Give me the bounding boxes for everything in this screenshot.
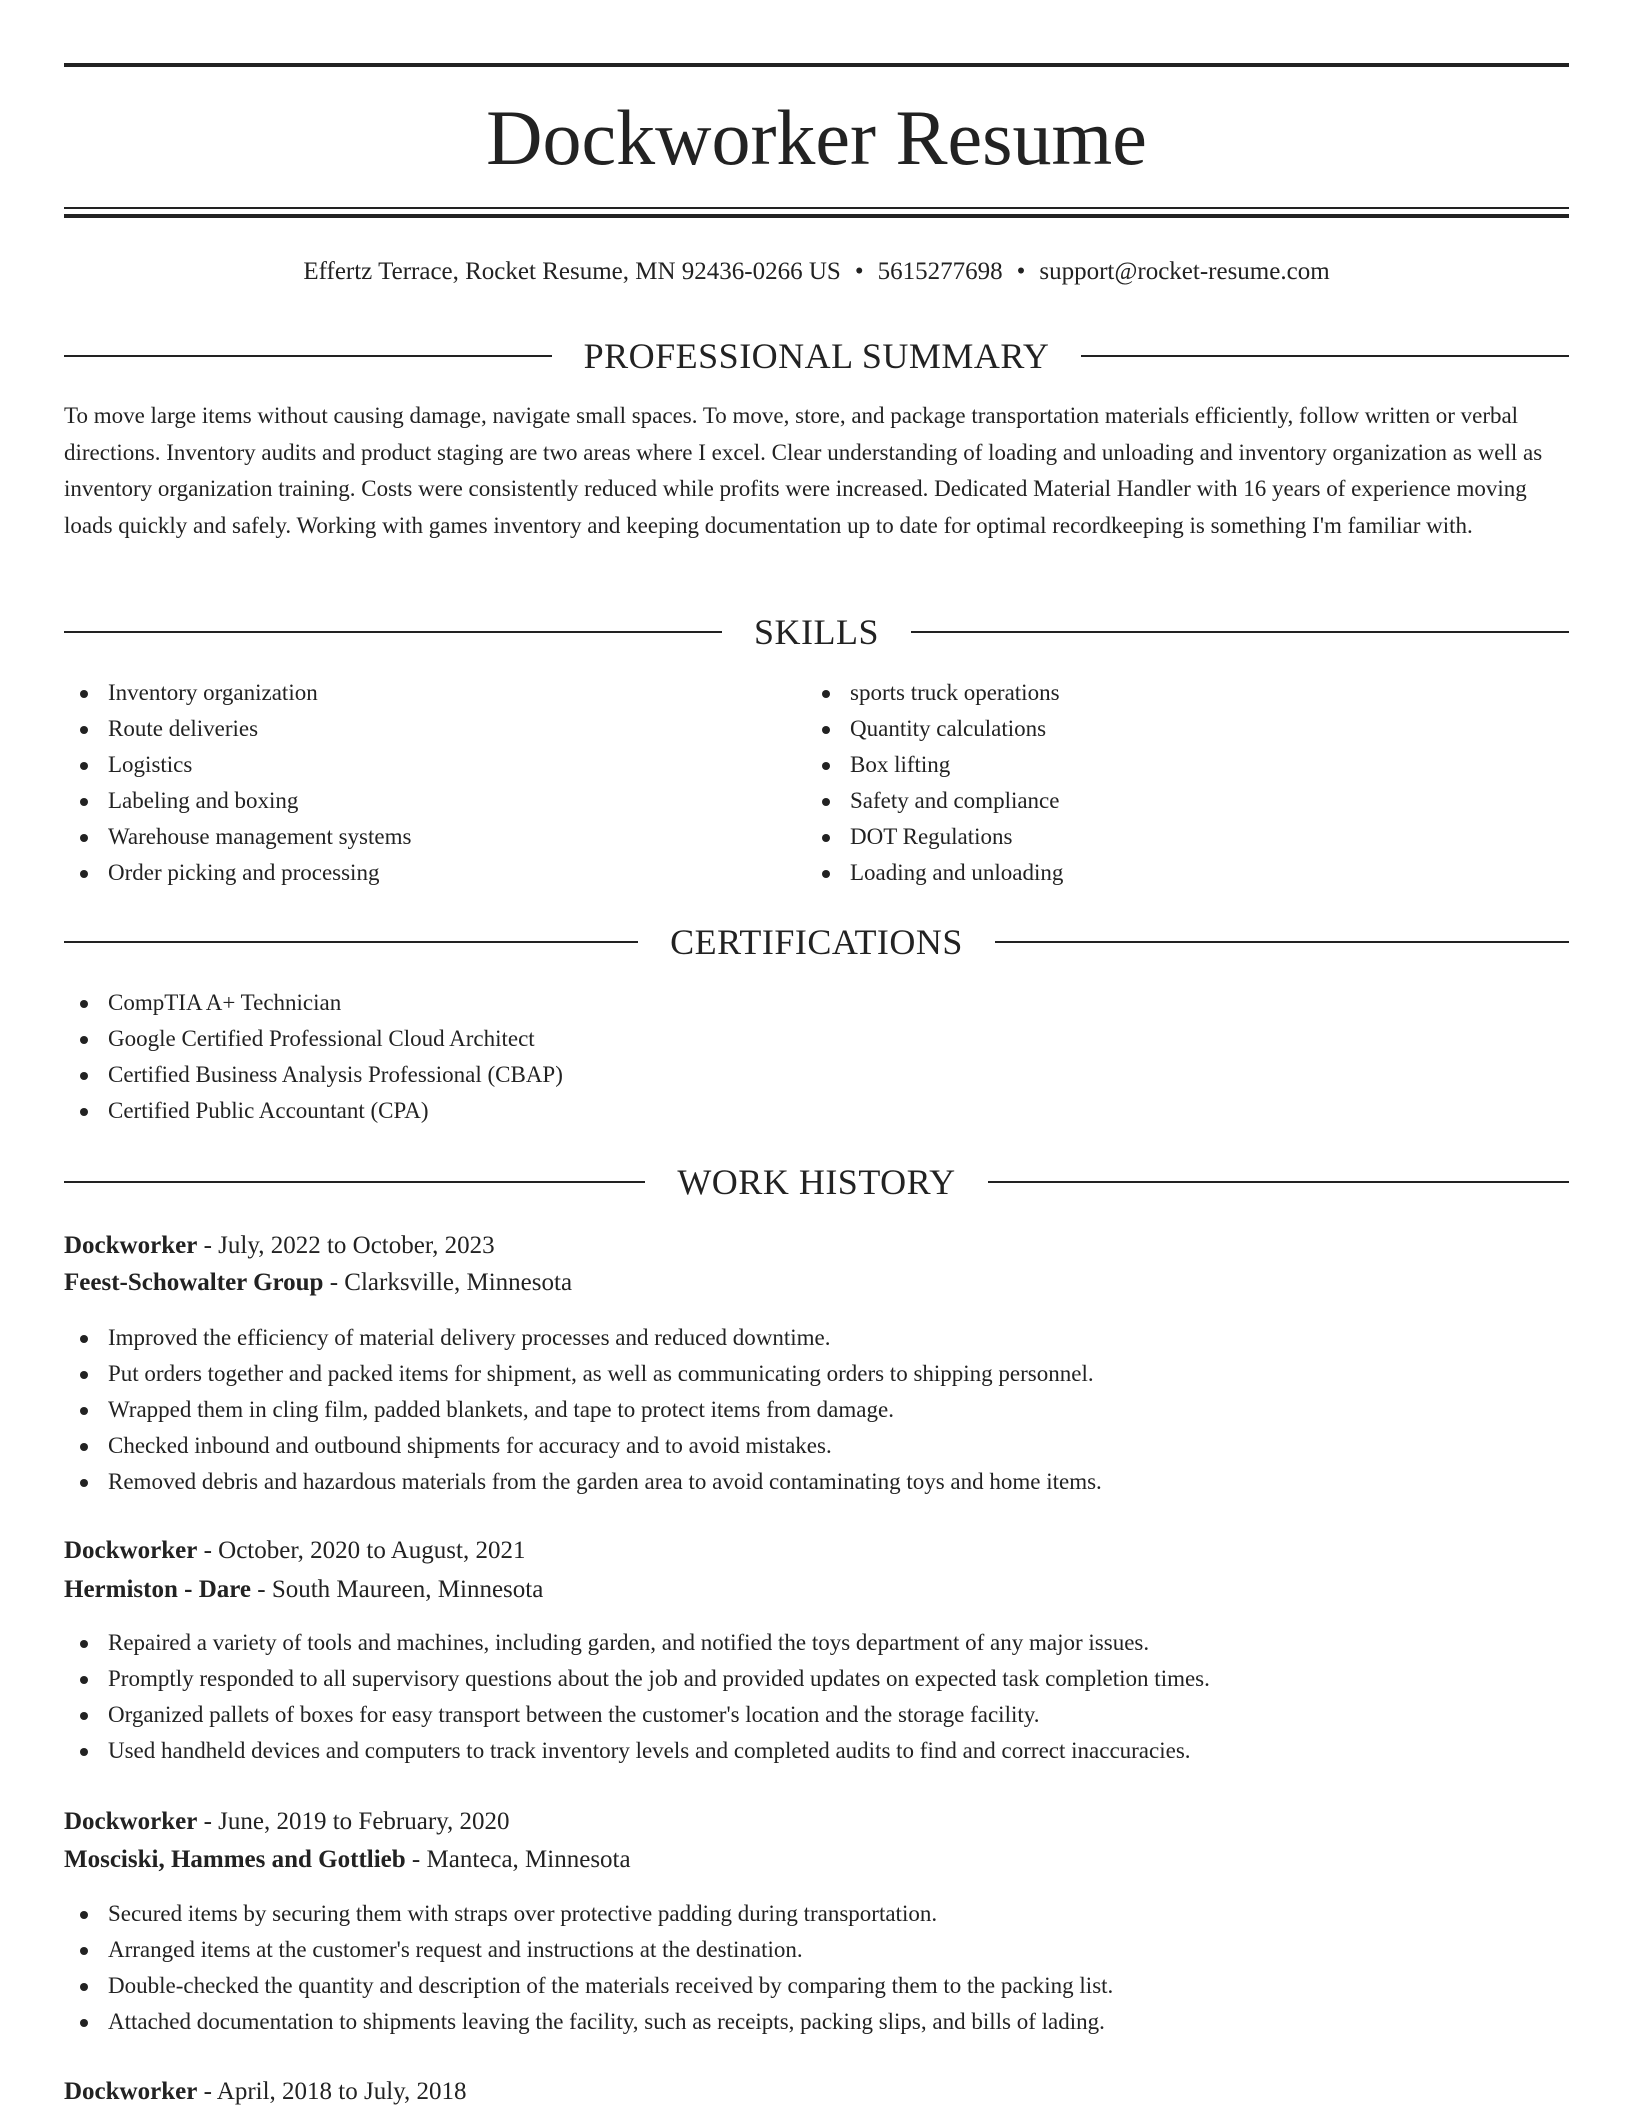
job-title-line <box>64 2074 467 2110</box>
job-role: Dockworker <box>64 1232 198 1259</box>
section-title-work: WORK HISTORY <box>677 1162 956 1202</box>
job-company: Mosciski, Hammes and Gottlieb <box>64 1846 406 1873</box>
certifications-list <box>64 985 563 1129</box>
section-header-summary <box>64 334 1569 378</box>
job-role: Dockworker <box>64 1808 198 1835</box>
skill-item: DOT Regulations <box>806 819 1063 855</box>
contact-address: Effertz Terrace, Rocket Resume, MN 92436-0266 US <box>303 258 841 285</box>
header-rule-lower <box>64 214 1569 218</box>
job-bullets <box>64 1896 1113 2040</box>
skill-item: Order picking and processing <box>64 855 411 891</box>
job-bullet: Removed debris and hazardous materials from the garden area to avoid contaminating toys and home items. <box>64 1464 1102 1500</box>
job-bullet: Put orders together and packed items for shipment, as well as communicating orders to shipping personnel. <box>64 1356 1102 1392</box>
section-title-summary: PROFESSIONAL SUMMARY <box>583 336 1050 376</box>
job-company-line <box>64 1265 572 1301</box>
skill-item: Inventory organization <box>64 675 411 711</box>
job-company-line <box>64 1842 631 1878</box>
summary-text: To move large items without causing damage, navigate small spaces. To move, store, and package transportation materials efficiently, follow written or verbal directions. Inventory audits and product staging are two areas where I excel. Clear understanding of loading and unloading and inventory organization as well as inventory organization training. Costs were consistently reduced while profits were increased. Dedicated Material Handler with 16 years of experience moving loads quickly and safely. Working with games inventory and keeping documentation up to date for optimal recordkeeping is something I'm familiar with. <box>64 403 1543 538</box>
skill-item: Box lifting <box>806 747 1063 783</box>
job-company: Feest-Schowalter Group <box>64 1269 324 1296</box>
divider <box>911 631 1569 633</box>
job-title-line <box>64 1804 510 1840</box>
skill-item: Warehouse management systems <box>64 819 411 855</box>
job-dates: - July, 2022 to October, 2023 <box>197 1232 495 1259</box>
job-bullet: Checked inbound and outbound shipments for accuracy and to avoid mistakes. <box>64 1428 1102 1464</box>
job-location: - South Maureen, Minnesota <box>251 1576 544 1603</box>
section-title-certifications: CERTIFICATIONS <box>670 922 963 962</box>
contact-line <box>64 254 1569 290</box>
job-bullet: Secured items by securing them with straps over protective padding during transportation. <box>64 1896 1113 1932</box>
job-company-line <box>64 1572 543 1608</box>
section-header-work <box>64 1160 1569 1204</box>
job-location: - Manteca, Minnesota <box>405 1846 631 1873</box>
contact-phone: 5615277698 <box>877 258 1003 285</box>
section-header-certifications <box>64 920 1569 964</box>
divider <box>995 941 1569 943</box>
job-dates: - June, 2019 to February, 2020 <box>197 1808 510 1835</box>
job-bullet: Double-checked the quantity and description of the materials received by comparing them to the packing list. <box>64 1968 1113 2004</box>
job-bullets <box>64 1625 1210 1769</box>
certification-item: Certified Public Accountant (CPA) <box>64 1093 563 1129</box>
page-title: Dockworker Resume <box>486 94 1147 181</box>
job-title-line <box>64 1228 495 1264</box>
job-bullet: Attached documentation to shipments leaving the facility, such as receipts, packing slips, and bills of lading. <box>64 2004 1113 2040</box>
job-bullets <box>64 1320 1102 1500</box>
divider <box>64 631 722 633</box>
skill-item: sports truck operations <box>806 675 1063 711</box>
job-bullet: Arranged items at the customer's request and instructions at the destination. <box>64 1932 1113 1968</box>
job-role: Dockworker <box>64 1537 198 1564</box>
job-bullet: Used handheld devices and computers to track inventory levels and completed audits to find and correct inaccuracies. <box>64 1733 1210 1769</box>
contact-separator: • <box>854 258 864 285</box>
certification-item: Certified Business Analysis Professional (CBAP) <box>64 1057 563 1093</box>
skill-item: Safety and compliance <box>806 783 1063 819</box>
divider <box>64 355 552 357</box>
divider <box>64 941 638 943</box>
job-dates: - October, 2020 to August, 2021 <box>197 1537 526 1564</box>
job-dates: - April, 2018 to July, 2018 <box>197 2078 467 2105</box>
header-top-rule <box>64 63 1569 67</box>
job-bullet: Repaired a variety of tools and machines, including garden, and notified the toys department of any major issues. <box>64 1625 1210 1661</box>
job-bullet: Promptly responded to all supervisory questions about the job and provided updates on expected task completion times. <box>64 1661 1210 1697</box>
skill-item: Loading and unloading <box>806 855 1063 891</box>
contact-email[interactable]: support@rocket-resume.com <box>1039 258 1330 285</box>
job-bullet: Improved the efficiency of material delivery processes and reduced downtime. <box>64 1320 1102 1356</box>
certification-item: Google Certified Professional Cloud Architect <box>64 1021 563 1057</box>
job-bullet: Wrapped them in cling film, padded blankets, and tape to protect items from damage. <box>64 1392 1102 1428</box>
skills-list-left <box>64 675 411 891</box>
divider <box>988 1181 1569 1183</box>
divider <box>1081 355 1569 357</box>
section-header-skills <box>64 610 1569 654</box>
job-location: - Clarksville, Minnesota <box>323 1269 573 1296</box>
skill-item: Logistics <box>64 747 411 783</box>
job-company: Hermiston - Dare <box>64 1576 251 1603</box>
job-role: Dockworker <box>64 2078 198 2105</box>
divider <box>64 1181 645 1183</box>
section-title-skills: SKILLS <box>754 612 880 652</box>
job-title-line <box>64 1533 525 1569</box>
skill-item: Route deliveries <box>64 711 411 747</box>
contact-separator: • <box>1016 258 1026 285</box>
certification-item: CompTIA A+ Technician <box>64 985 563 1021</box>
skills-list-right <box>806 675 1063 891</box>
job-bullet: Organized pallets of boxes for easy transport between the customer's location and the storage facility. <box>64 1697 1210 1733</box>
header-rule-upper <box>64 207 1569 209</box>
skill-item: Quantity calculations <box>806 711 1063 747</box>
skill-item: Labeling and boxing <box>64 783 411 819</box>
